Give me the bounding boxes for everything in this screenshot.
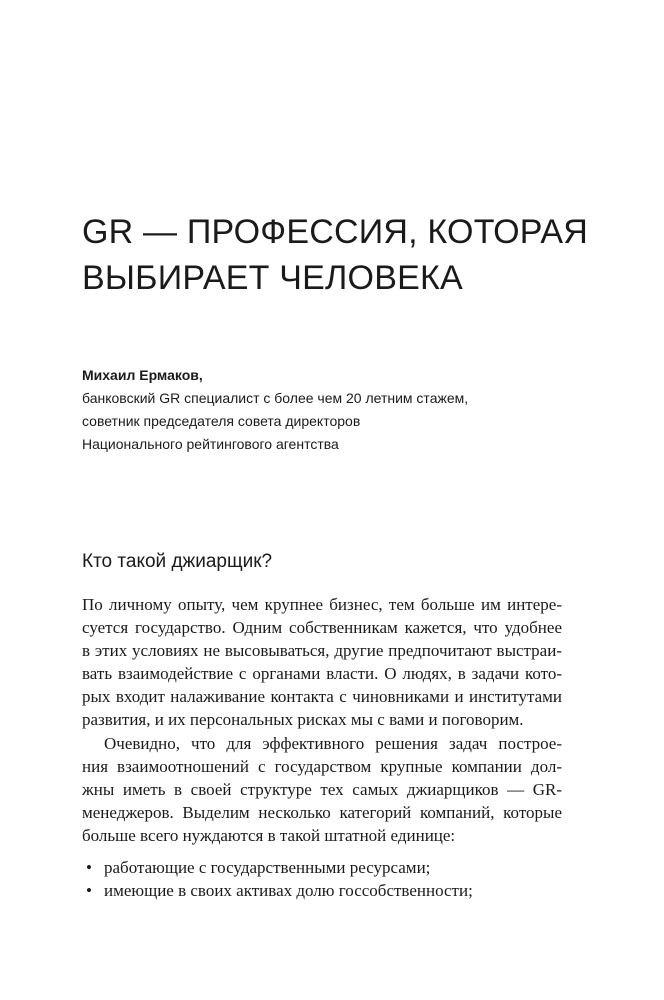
- author-description-line-3: Национального рейтингового агентства: [82, 436, 339, 452]
- list-item: [82, 879, 562, 902]
- paragraph-line: ния взаимоотношений с государством крупные компании дол-: [82, 756, 562, 776]
- paragraph-line: в этих условиях не высовываться, другие предпочитают выстраи-: [82, 641, 562, 661]
- paragraph-line: По личному опыту, чем крупнее бизнес, тем больше им интере-: [82, 595, 562, 614]
- chapter-title: [82, 209, 602, 301]
- paragraph-line: менеджеров. Выделим несколько категорий компаний, которые: [82, 802, 562, 822]
- author-description-line-1: банковский GR специалист с более чем 20 летним стажем,: [82, 390, 469, 406]
- list-item-text: работающие с государственными ресурсами;: [104, 858, 431, 877]
- author-block: [82, 364, 602, 456]
- paragraph-2: [82, 732, 562, 847]
- author-description-line-2: советник председателя совета директоров: [82, 413, 361, 429]
- paragraph-line: Очевидно, что для эффективного решения задач построе-: [104, 733, 562, 753]
- paragraph-line: развития, и их персональных рисках мы с вами и поговорим.: [82, 710, 524, 730]
- paragraph-line: вать взаимодействие с органами власти. О людях, в задачи кото-: [82, 664, 562, 684]
- paragraph-line: суется государство. Одним собственникам кажется, что удобнее: [82, 618, 562, 638]
- list-item: [82, 856, 562, 879]
- bullet-icon: •: [86, 881, 92, 901]
- paragraph-1: [82, 593, 562, 732]
- chapter-title-line-1: GR — ПРОФЕССИЯ, КОТОРАЯ: [82, 213, 589, 251]
- paragraph-line: рых входит налаживание контакта с чиновниками и институтами: [82, 687, 562, 707]
- body-text: [82, 593, 562, 847]
- bullet-list: [82, 856, 562, 902]
- list-item-text: имеющие в своих активах долю госсобственности;: [104, 881, 473, 901]
- bullet-icon: •: [86, 858, 92, 877]
- paragraph-line: жны иметь в своей структуре тех самых джиарщиков — GR-: [82, 779, 562, 799]
- chapter-title-line-2: ВЫБИРАЕТ ЧЕЛОВЕКА: [82, 259, 463, 297]
- paragraph-line: больше всего нуждаются в такой штатной единице:: [82, 825, 456, 845]
- section-heading: Кто такой джиарщик?: [82, 551, 273, 572]
- author-name: Михаил Ермаков,: [82, 367, 203, 383]
